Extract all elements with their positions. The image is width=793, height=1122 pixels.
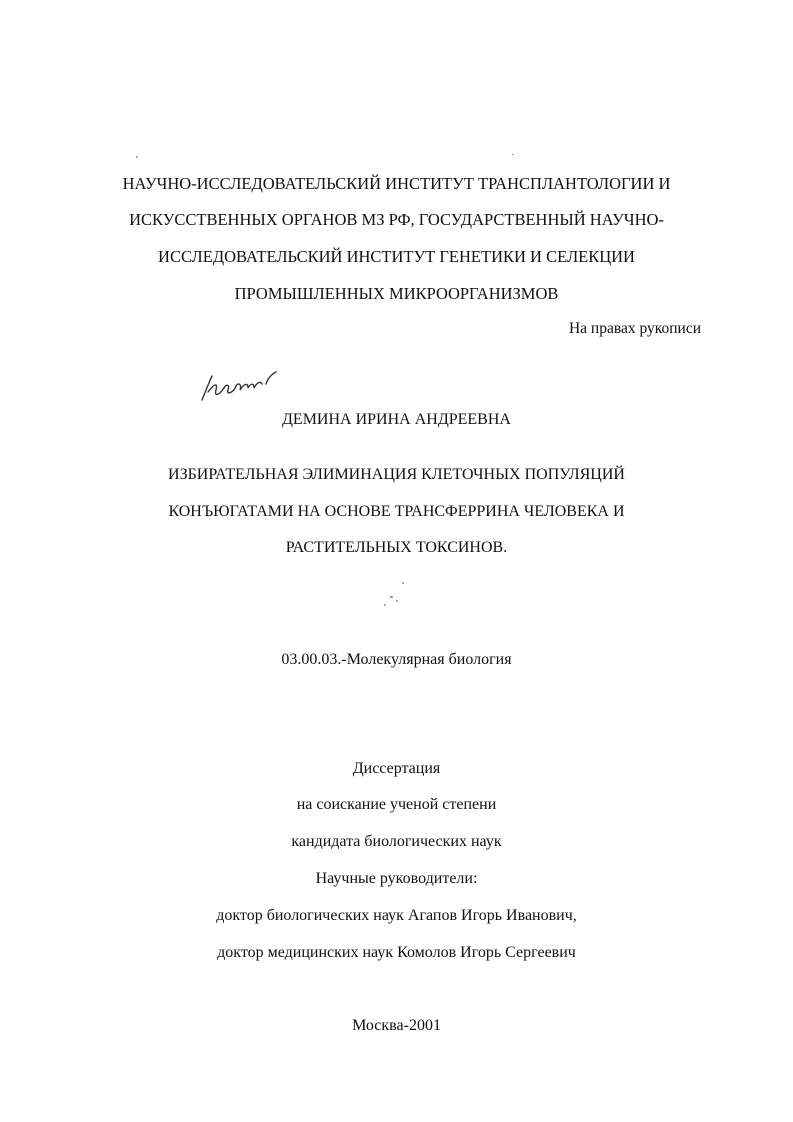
supervisor-2: доктор медицинских наук Комолов Игорь Сергеевич <box>217 944 576 961</box>
dissertation-purpose: на соискание ученой степени <box>296 796 497 813</box>
scan-speck <box>512 154 514 155</box>
scan-speck <box>384 604 386 606</box>
supervisors-label: Научные руководители: <box>315 870 478 887</box>
title-line-2: КОНЪЮГАТАМИ НА ОСНОВЕ ТРАНСФЕРРИНА ЧЕЛОВЕКА И <box>168 503 625 520</box>
dissertation-degree: кандидата биологических наук <box>291 833 502 850</box>
institution-line-4: ПРОМЫШЛЕННЫХ МИКРООРГАНИЗМОВ <box>234 284 559 303</box>
handwritten-signature <box>196 370 286 406</box>
scan-speck <box>136 156 138 158</box>
supervisor-1: доктор биологических наук Агапов Игорь Иванович, <box>216 907 577 924</box>
manuscript-note: На правах рукописи <box>568 320 701 337</box>
institution-line-1: НАУЧНО-ИССЛЕДОВАТЕЛЬСКИЙ ИНСТИТУТ ТРАНСПЛАНТОЛОГИИ И <box>122 174 671 193</box>
title-line-1: ИЗБИРАТЕЛЬНАЯ ЭЛИМИНАЦИЯ КЛЕТОЧНЫХ ПОПУЛЯЦИЙ <box>168 466 625 483</box>
scan-speck <box>390 596 393 598</box>
author-name: ДЕМИНА ИРИНА АНДРЕЕВНА <box>282 411 511 428</box>
city-year: Москва-2001 <box>352 1017 441 1034</box>
institution-line-3: ИССЛЕДОВАТЕЛЬСКИЙ ИНСТИТУТ ГЕНЕТИКИ И СЕЛЕКЦИИ <box>158 247 635 266</box>
scan-speck <box>396 600 398 602</box>
dissertation-type: Диссертация <box>352 760 441 777</box>
institution-line-2: ИСКУССТВЕННЫХ ОРГАНОВ МЗ РФ, ГОСУДАРСТВЕННЫЙ НАУЧНО- <box>129 210 664 229</box>
specialty: 03.00.03.-Молекулярная биология <box>281 651 512 668</box>
title-line-3: РАСТИТЕЛЬНЫХ ТОКСИНОВ. <box>285 539 508 556</box>
scan-speck <box>402 582 404 584</box>
